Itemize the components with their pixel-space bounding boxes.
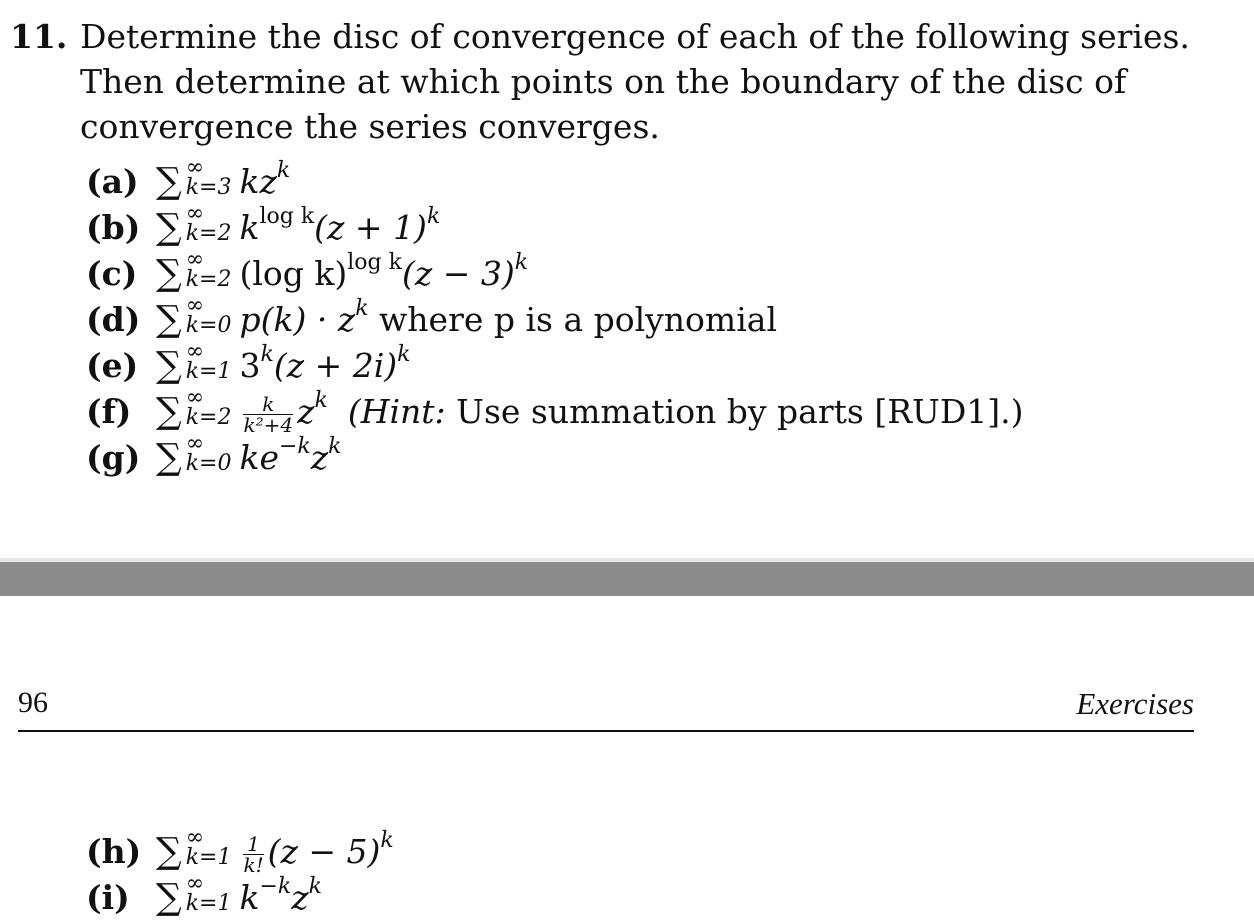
series-item-g [86,424,1024,478]
term: k [239,208,260,247]
running-head: Exercises [1076,686,1194,721]
sigma-symbol: ∑ [156,877,182,918]
series-item-b [86,194,1024,248]
lower-limit: k=2 [185,405,232,430]
lower-limit: k=1 [185,845,232,870]
sigma-symbol: ∑ [156,207,182,248]
sum-limits [185,385,232,430]
term-exponent: k [260,342,274,367]
sum-limits [185,201,232,246]
lower-limit: k=3 [185,175,232,200]
lower-limit: k=2 [185,221,232,246]
sigma-symbol: ∑ [156,253,182,294]
lower-limit: k=1 [185,891,232,916]
item-label: (c) [86,254,138,293]
rest: z [291,878,309,917]
problem-text: Determine the disc of convergence of each of the following series. Then determine at which points on the boundary of the disc of convergence the series converges. [80,17,1190,146]
page-bottom [0,596,1254,922]
sum-limits [185,293,232,338]
term-exponent: k [314,388,328,413]
term-exponent: k [355,296,369,321]
item-label: (f) [86,392,132,431]
rest-exponent: k [328,434,342,459]
upper-limit: ∞ [185,825,205,850]
item-label: (b) [86,208,141,247]
term: ke [239,438,279,477]
lower-limit: k=2 [185,267,232,292]
upper-limit: ∞ [185,247,205,272]
rest: (z + 2i) [273,346,398,385]
upper-limit: ∞ [185,201,205,226]
sum-limits [185,247,232,292]
item-label: (g) [86,438,141,477]
rest: (z − 3) [401,254,515,293]
lower-limit: k=1 [185,359,232,384]
lower-limit: k=0 [185,451,232,476]
rest-exponent: k [308,874,322,899]
fraction-denominator: k! [243,852,264,877]
hint-body: Use summation by parts [RUD1].) [445,392,1024,431]
upper-limit: ∞ [185,385,205,410]
term-exponent: −k [279,434,311,459]
lower-limit: k=0 [185,313,232,338]
rest-exponent: k [514,250,529,275]
fraction-denominator: k²+4 [243,412,294,437]
item-label: (d) [86,300,141,339]
item-label: (h) [86,832,142,871]
series-list [86,148,1024,478]
sigma-symbol: ∑ [156,345,182,386]
sigma-symbol: ∑ [156,161,182,202]
upper-limit: ∞ [185,155,205,180]
sigma-symbol: ∑ [156,299,182,340]
term: z [297,392,315,431]
upper-limit: ∞ [185,431,205,456]
term: (log k) [239,254,348,293]
fraction-numerator: k [243,394,293,415]
rest: (z + 1) [314,208,427,247]
term: 3 [239,346,261,385]
term-exponent: −k [259,874,292,899]
rest: where p is a polynomial [368,300,778,339]
term: k [239,878,260,917]
sigma-symbol: ∑ [156,391,182,432]
term: kz [239,162,277,201]
series-item-c [86,240,1024,294]
item-label: (i) [86,878,130,917]
series-item-h [86,818,394,877]
upper-limit: ∞ [185,339,205,364]
term: p(k) · z [239,300,356,339]
rest-exponent: k [426,204,441,229]
series-item-e [86,332,1024,386]
term-exponent: k [380,828,394,853]
series-item-a [86,148,1024,202]
problem-number: 11. [10,17,68,56]
page-gap-band [0,558,1254,596]
sigma-symbol: ∑ [156,831,182,872]
sum-limits [185,339,232,384]
series-item-i [86,864,394,918]
sum-limits [185,871,232,916]
upper-limit: ∞ [185,871,205,896]
rest: z [310,438,329,477]
sigma-symbol: ∑ [156,437,182,478]
term-exponent: log k [259,204,315,229]
term-exponent: log k [347,250,402,275]
fraction-numerator: 1 [243,834,263,855]
sum-limits [185,825,232,870]
hint-label: (Hint: [347,392,446,431]
upper-limit: ∞ [185,293,205,318]
sum-limits [185,155,232,200]
page-number: 96 [18,686,48,719]
series-item-d [86,286,1024,340]
rest-exponent: k [397,342,411,367]
series-item-f [86,378,1024,437]
term-exponent: k [276,158,291,183]
sum-limits [185,431,232,476]
series-list-continued [86,818,394,918]
header-rule [18,730,1194,732]
term: (z − 5) [267,832,381,871]
item-label: (e) [86,346,139,385]
problem-statement [10,14,1210,146]
item-label: (a) [86,162,139,201]
